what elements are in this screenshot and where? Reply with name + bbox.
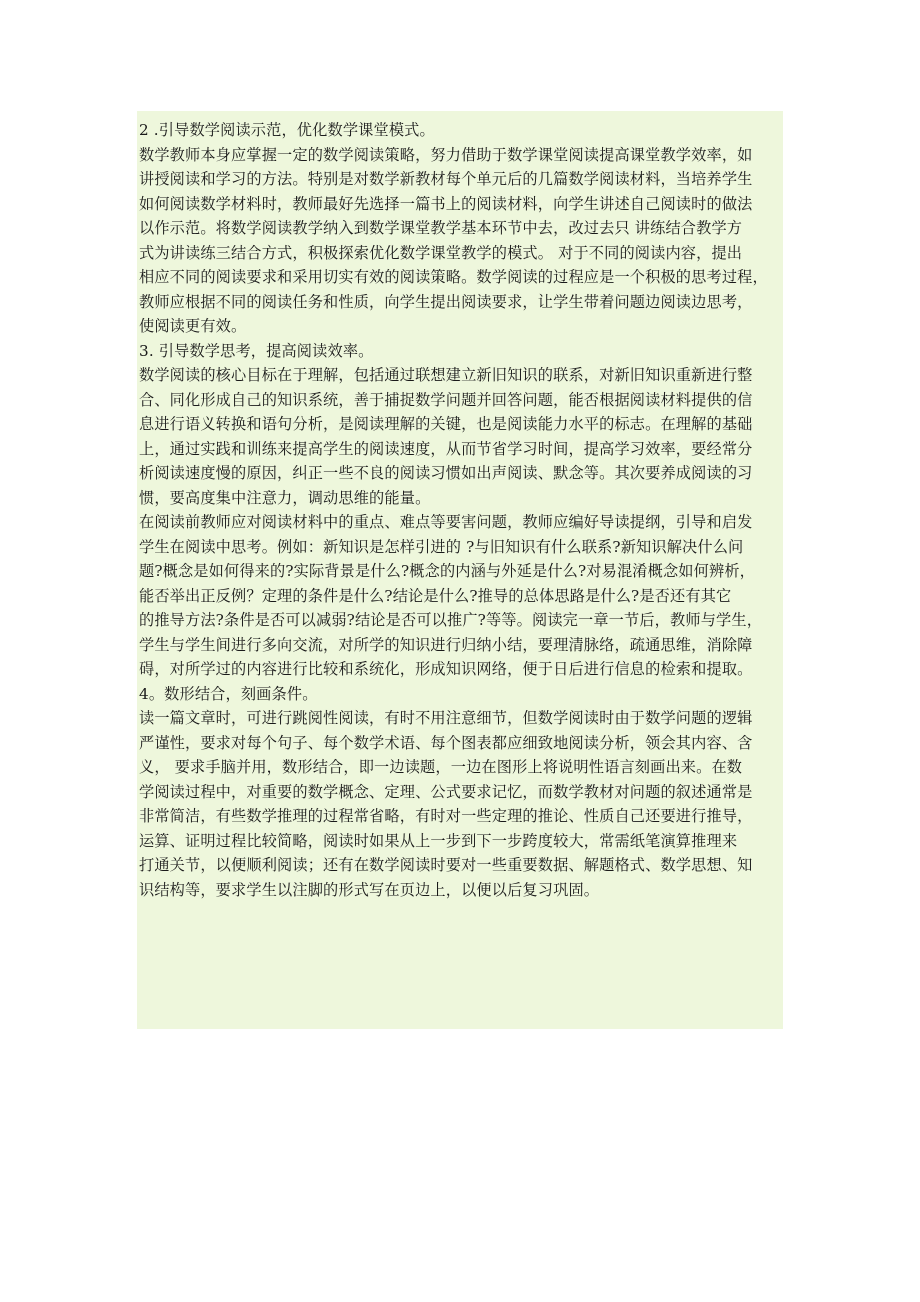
text-line: 以作示范。将数学阅读教学纳入到数学课堂教学基本环节中去，改过去只 讲练结合教学方 bbox=[139, 219, 743, 237]
text-line: 学生与学生间进行多向交流，对所学的知识进行归纳小结，要理清脉络，疏通思维，消除障 bbox=[139, 635, 753, 654]
text-line: 学生在阅读中思考。例如：新知识是怎样引进的 ?与旧知识有什么联系?新知识解决什么问 bbox=[139, 537, 744, 556]
text-line: 析阅读速度慢的原因，纠正一些不良的阅读习惯如出声阅读、默念等。其次要养成阅读的习 bbox=[139, 464, 753, 482]
text-line: 惯，要高度集中注意力，调动思维的能量。 bbox=[139, 488, 431, 507]
text-line: 的推导方法?条件是否可以减弱?结论是否可以推广?等等。阅读完一章一节后，教师与学生， bbox=[139, 611, 763, 629]
text-line: 2 .引导数学阅读示范，优化数学课堂模式。 bbox=[139, 121, 435, 139]
text-line: 式为讲读练三结合方式，积极探索优化数学课堂教学的模式。 对于不同的阅读内容，提出 bbox=[139, 243, 743, 262]
text-line: 教师应根据不同的阅读任务和性质，向学生提出阅读要求，让学生带着问题边阅读边思考， bbox=[139, 292, 753, 311]
text-line: 义， 要求手脑并用，数形结合，即一边读题，一边在图形上将说明性语言刻画出来。在数 bbox=[139, 758, 743, 776]
text-line: 数学阅读的核心目标在于理解，包括通过联想建立新旧知识的联系，对新旧知识重新进行整 bbox=[139, 366, 753, 384]
text-line: 碍，对所学过的内容进行比较和系统化，形成知识网络，便于日后进行信息的检索和提取。 bbox=[139, 660, 753, 678]
text-line: 讲授阅读和学习的方法。特别是对数学新教材每个单元后的几篇数学阅读材料，当培养学生 bbox=[139, 170, 753, 188]
text-line: 4。数形结合，刻画条件。 bbox=[139, 684, 318, 703]
text-line: 使阅读更有效。 bbox=[139, 317, 247, 335]
text-line: 合、同化形成自己的知识系统，善于捕捉数学问题并回答问题，能否根据阅读材料提供的信 bbox=[139, 390, 753, 409]
text-line: 非常简洁，有些数学推理的过程常省略，有时对一些定理的推论、性质自己还要进行推导， bbox=[139, 807, 753, 825]
text-line: 题?概念是如何得来的?实际背景是什么?概念的内涵与外延是什么?对易混淆概念如何辨析， bbox=[139, 562, 755, 580]
text-line: 数学教师本身应掌握一定的数学阅读策略，努力借助于数学课堂阅读提高课堂教学效率，如 bbox=[139, 145, 753, 164]
text-line: 3. 引导数学思考，提高阅读效率。 bbox=[139, 341, 374, 360]
text-line: 运算、证明过程比较简略，阅读时如果从上一步到下一步跨度较大，常需纸笔演算推理来 bbox=[139, 831, 738, 850]
text-line: 严谨性，要求对每个句子、每个数学术语、每个图表都应细致地阅读分析，领会其内容、含 bbox=[139, 733, 753, 752]
text-line: 识结构等，要求学生以注脚的形式写在页边上，以便以后复习巩固。 bbox=[139, 880, 600, 899]
text-line: 能否举出正反例？定理的条件是什么?结论是什么?推导的总体思路是什么?是否还有其它 bbox=[139, 586, 732, 605]
text-line: 上，通过实践和训练来提高学生的阅读速度，从而节省学习时间，提高学习效率，要经常分 bbox=[139, 439, 753, 458]
text-line: 相应不同的阅读要求和采用切实有效的阅读策略。数学阅读的过程应是一个积极的思考过程， bbox=[139, 268, 768, 286]
text-line: 息进行语义转换和语句分析，是阅读理解的关键，也是阅读能力水平的标志。在理解的基础 bbox=[139, 415, 753, 433]
text-line: 读一篇文章时，可进行跳阅性阅读，有时不用注意细节，但数学阅读时由于数学问题的逻辑 bbox=[139, 709, 753, 727]
text-line: 学阅读过程中，对重要的数学概念、定理、公式要求记忆，而数学教材对问题的叙述通常是 bbox=[139, 782, 753, 801]
text-line: 在阅读前教师应对阅读材料中的重点、难点等要害问题，教师应编好导读提纲，引导和启发 bbox=[139, 513, 753, 531]
document-text-block bbox=[137, 111, 783, 1029]
text-line: 如何阅读数学材料时，教师最好先选择一篇书上的阅读材料，向学生讲述自己阅读时的做法 bbox=[139, 194, 753, 213]
text-line: 打通关节，以便顺利阅读；还有在数学阅读时要对一些重要数据、解题格式、数学思想、知 bbox=[139, 856, 753, 874]
